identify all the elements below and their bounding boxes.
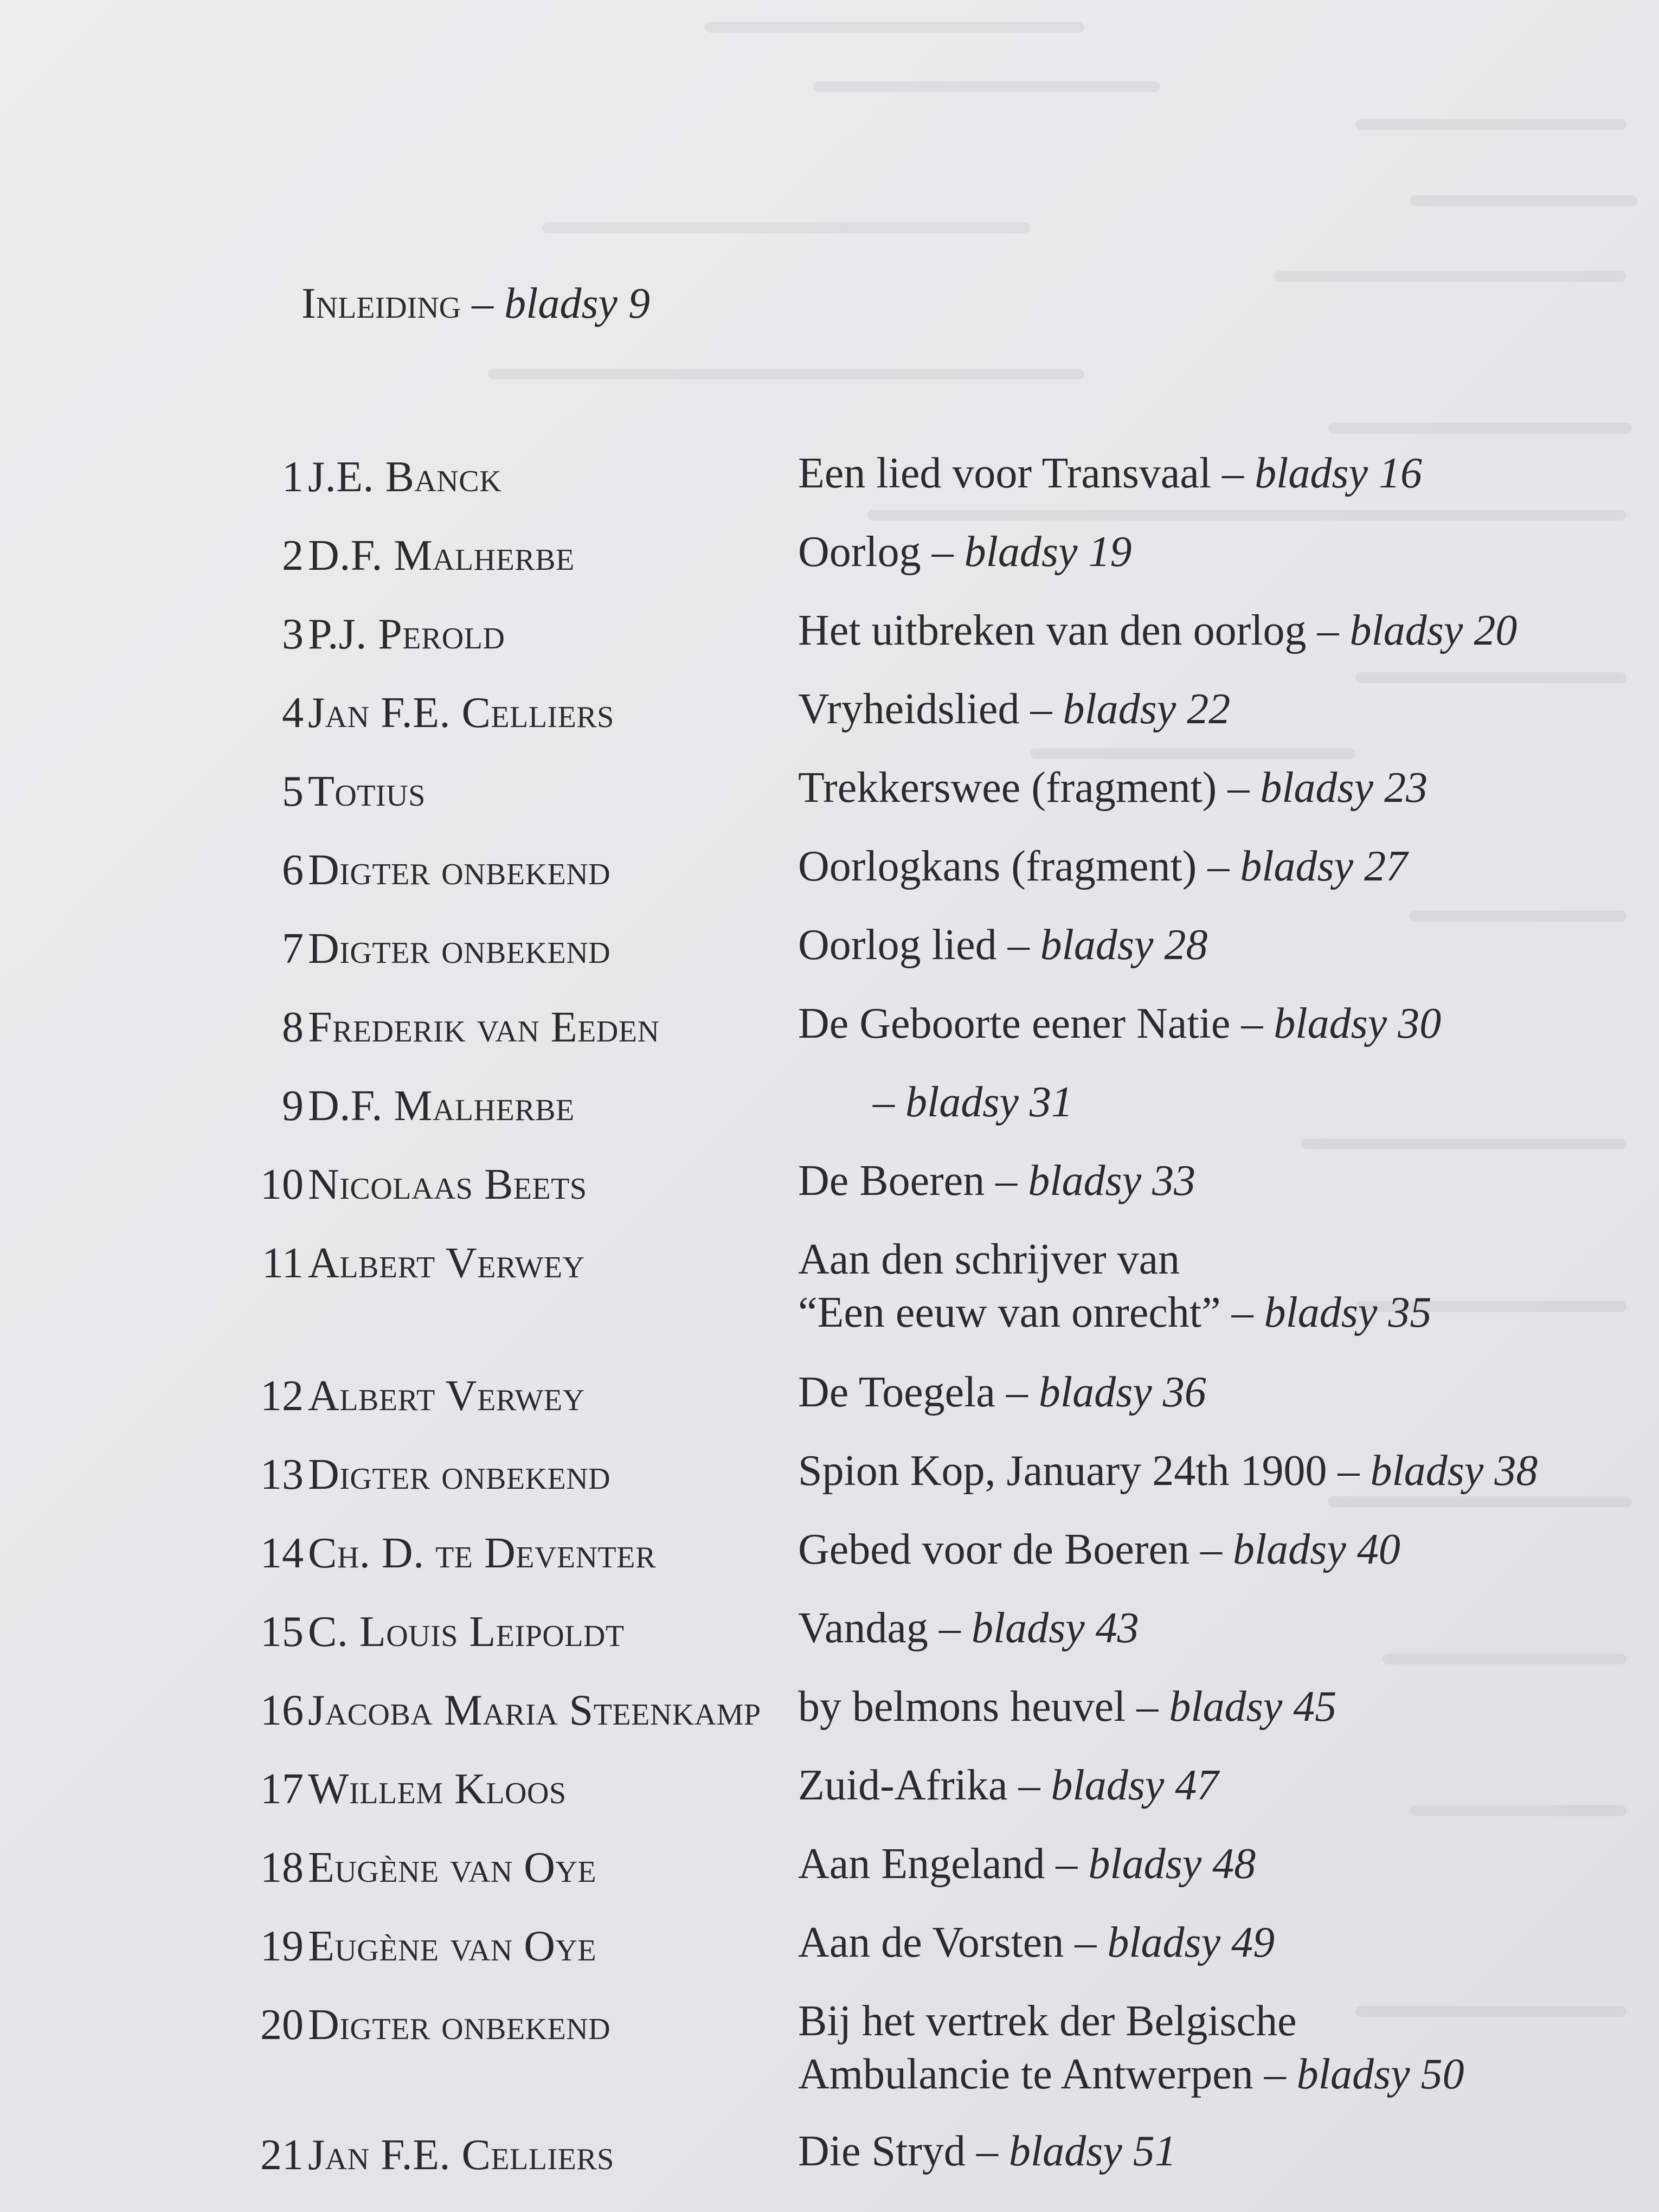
entry-dash: – <box>996 921 1040 969</box>
entry-page: bladsy 22 <box>1063 685 1231 733</box>
entry-dash: – <box>985 1157 1028 1205</box>
entry-dash: – <box>1064 1919 1108 1966</box>
entry-author: Digter onbekend <box>308 2001 611 2049</box>
entry-title <box>798 1837 1256 1891</box>
entry-title-line: Aan den schrijver van <box>798 1236 1180 1283</box>
entry-dash: – <box>965 2127 1009 2175</box>
entry-author: C. Louis Leipoldt <box>308 1608 625 1656</box>
entry-title <box>798 1916 1275 1969</box>
entry-number: 7 <box>282 925 304 973</box>
entry-page: bladsy 40 <box>1232 1526 1400 1573</box>
entry-dash: – <box>928 1604 972 1652</box>
entry-number: 3 <box>282 610 304 658</box>
entry-title-text: by belmons heuvel <box>798 1683 1126 1731</box>
entry-title-text: Oorlog lied <box>798 921 997 969</box>
entry-title-text: Die Stryd <box>798 2127 966 2175</box>
intro-label: Inleiding <box>301 280 461 327</box>
entry-author: Jan F.E. Celliers <box>308 2131 614 2179</box>
entry-number: 6 <box>282 846 304 894</box>
entry-page: bladsy 27 <box>1240 843 1408 890</box>
intro-separator: – <box>461 280 505 327</box>
entry-number: 14 <box>260 1529 304 1577</box>
entry-title-text: Vryheidslied <box>798 685 1020 733</box>
entry-number: 4 <box>282 689 304 737</box>
entry-number: 15 <box>260 1608 304 1656</box>
entry-dash: – <box>1253 2050 1297 2098</box>
entry-author: Digter onbekend <box>308 925 611 973</box>
entry-title-line: Bij het vertrek der Belgische <box>798 1997 1297 2045</box>
entry-page: bladsy 51 <box>1008 2127 1176 2175</box>
entry-title-text: De Boeren <box>798 1157 985 1205</box>
entry-title-text: Vandag <box>798 1604 928 1652</box>
entry-number: 5 <box>282 768 304 815</box>
entry-dash: – <box>1197 843 1240 890</box>
entry-number: 13 <box>260 1451 304 1499</box>
entry-page: bladsy 48 <box>1088 1840 1256 1888</box>
entry-page: bladsy 35 <box>1264 1289 1432 1336</box>
entry-page: bladsy 50 <box>1296 2050 1464 2098</box>
entry-number: 9 <box>282 1082 304 1130</box>
entry-page: bladsy 33 <box>1028 1157 1196 1205</box>
entry-dash: – <box>1230 1000 1274 1047</box>
entry-author: D.F. Malherbe <box>308 1082 575 1130</box>
entry-title-line <box>798 2048 1464 2101</box>
entry-title-line <box>798 1286 1431 1339</box>
entry-title-text: Aan de Vorsten <box>798 1919 1064 1966</box>
entry-dash: – <box>1220 1289 1264 1336</box>
entry-page: bladsy 49 <box>1107 1919 1275 1966</box>
entry-number: 10 <box>260 1161 304 1208</box>
entry-title-text: Zuid-Afrika <box>798 1761 1008 1809</box>
entry-author: Jan F.E. Celliers <box>308 689 614 737</box>
entry-title <box>798 604 1517 657</box>
entry-dash: – <box>921 528 964 576</box>
entry-title-text: Het uitbreken van den oorlog <box>798 607 1307 654</box>
entry-title <box>798 1154 1195 1207</box>
entry-page: bladsy 45 <box>1169 1683 1337 1731</box>
entry-title-text: De Geboorte eener Natie <box>798 1000 1231 1047</box>
entry-author: Willem Kloos <box>308 1765 567 1813</box>
entry-page: bladsy 30 <box>1274 1000 1442 1047</box>
entry-dash: – <box>1007 1761 1051 1809</box>
entry-title-text: Aan Engeland <box>798 1840 1045 1888</box>
entry-number: 11 <box>261 1239 304 1287</box>
entry-title-text: De Toegela <box>798 1368 995 1416</box>
entry-title <box>798 1995 1464 2101</box>
entry-number: 20 <box>260 2001 304 2049</box>
entry-dash: – <box>995 1368 1039 1416</box>
entry-title <box>798 840 1407 893</box>
entry-author: Albert Verwey <box>308 1239 585 1287</box>
entry-title-text: Een lied voor Transvaal <box>798 449 1212 497</box>
entry-dash: – <box>1327 1447 1371 1495</box>
entry-title-text: Gebed voor de Boeren <box>798 1526 1189 1573</box>
entry-page: bladsy 19 <box>964 528 1132 576</box>
entry-author: Digter onbekend <box>308 846 611 894</box>
entry-title-text: Ambulancie te Antwerpen <box>798 2050 1253 2098</box>
entry-page: bladsy 16 <box>1255 449 1422 497</box>
entry-title <box>798 2125 1176 2178</box>
entry-number: 18 <box>260 1844 304 1892</box>
entry-author: Nicolaas Beets <box>308 1161 587 1208</box>
entry-author: Jacoba Maria Steenkamp <box>308 1687 761 1734</box>
entry-author: Digter onbekend <box>308 1451 611 1499</box>
entry-number: 2 <box>282 532 304 580</box>
entry-author: Totius <box>308 768 426 815</box>
entry-number: 8 <box>282 1004 304 1051</box>
entry-title <box>798 525 1132 578</box>
entry-title-text: Spion Kop, January 24th 1900 <box>798 1447 1327 1495</box>
entry-title <box>798 1444 1538 1497</box>
entry-number: 12 <box>260 1372 304 1420</box>
entry-title-text: Oorlogkans (fragment) <box>798 843 1197 890</box>
entry-author: J.E. Banck <box>308 453 502 501</box>
entry-page: bladsy 36 <box>1038 1368 1206 1416</box>
entry-author: Eugène van Oye <box>308 1922 597 1970</box>
entry-author: Frederik van Eeden <box>308 1004 660 1051</box>
entry-page: bladsy 43 <box>971 1604 1139 1652</box>
entry-title-text: “Een eeuw van onrecht” <box>798 1289 1221 1336</box>
entry-title <box>798 997 1441 1050</box>
entry-title <box>798 1366 1206 1419</box>
entry-number: 1 <box>282 453 304 501</box>
entry-title <box>798 1680 1336 1733</box>
entry-title-text: Trekkerswee (fragment) <box>798 764 1217 812</box>
entry-title <box>798 1233 1431 1339</box>
intro-entry <box>301 282 650 325</box>
entry-title <box>798 918 1207 972</box>
entry-page: bladsy 38 <box>1370 1447 1538 1495</box>
entry-title <box>798 1759 1218 1812</box>
entry-page: bladsy 23 <box>1260 764 1428 812</box>
entry-author: P.J. Perold <box>308 610 505 658</box>
entry-number: 19 <box>260 1922 304 1970</box>
entry-page: bladsy 20 <box>1349 607 1517 654</box>
intro-page: bladsy 9 <box>504 280 650 327</box>
entry-title <box>798 1523 1400 1576</box>
entry-author: Eugène van Oye <box>308 1844 597 1892</box>
entry-title <box>798 1602 1139 1655</box>
entry-number: 21 <box>260 2131 304 2179</box>
entry-title <box>873 1076 1073 1129</box>
entry-number: 17 <box>260 1765 304 1813</box>
entry-page: bladsy 28 <box>1040 921 1208 969</box>
entry-dash: – <box>1211 449 1255 497</box>
entry-author: Albert Verwey <box>308 1372 585 1420</box>
entry-page: bladsy 31 <box>905 1078 1073 1126</box>
entry-dash: – <box>1306 607 1350 654</box>
entry-title <box>798 761 1427 814</box>
entry-author: Ch. D. te Deventer <box>308 1529 656 1577</box>
entry-author: D.F. Malherbe <box>308 532 575 580</box>
entry-dash: – <box>1019 685 1063 733</box>
entry-dash: – <box>1189 1526 1233 1573</box>
entry-dash: – <box>1126 1683 1169 1731</box>
entry-dash: – <box>1045 1840 1089 1888</box>
entry-title <box>798 683 1230 736</box>
entry-dash: – <box>1217 764 1261 812</box>
entry-dash: – <box>873 1078 905 1126</box>
entry-number: 16 <box>260 1687 304 1734</box>
entry-page: bladsy 47 <box>1051 1761 1219 1809</box>
entry-title <box>798 447 1422 500</box>
entry-title-text: Oorlog <box>798 528 921 576</box>
